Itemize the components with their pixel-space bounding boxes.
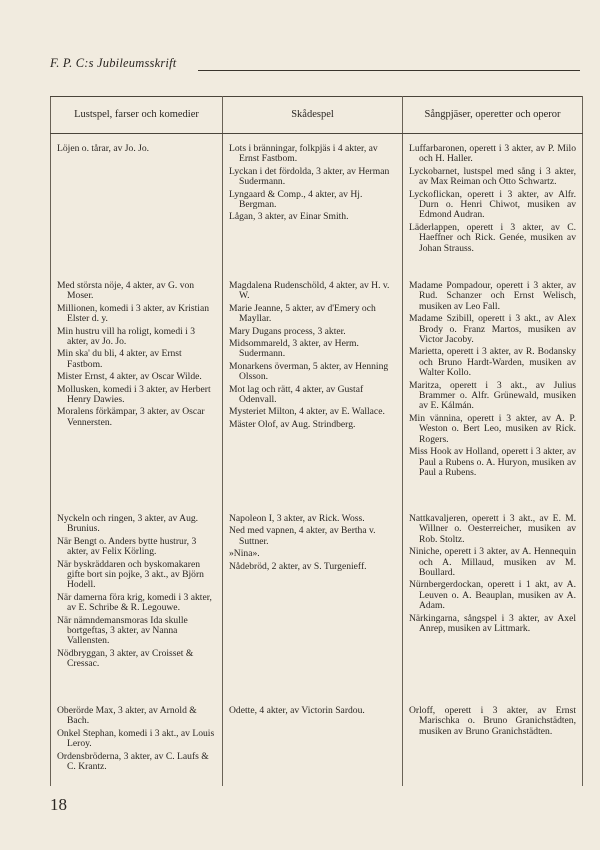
title-entry: Oberörde Max, 3 akter, av Arnold & Bach.	[57, 705, 197, 727]
title-entry: Ordensbröderna, 3 akter, av C. Laufs & C. Krantz.	[57, 750, 209, 773]
table-row	[51, 279, 583, 512]
title-entry: Nürnbergerdockan, operett i 1 akt, av A. Leuven o. A. Beauplan, musiken av A. Adam.	[409, 579, 576, 612]
title-entry: Madame Szibill, operett i 3 akt., av Alex Brody o. Franz Martos, musiken av Victor Jacoby.	[409, 313, 576, 346]
header-rule	[198, 70, 580, 71]
title-entry: Midsommareld, 3 akter, av Herm. Sudermann.	[229, 338, 359, 360]
table-cell-c1	[51, 279, 223, 512]
title-entry: Luffarbaronen, operett i 3 akter, av P. Milo och H. Haller.	[409, 143, 576, 165]
title-entry: När nämndemansmoras Ida skulle bortgeftas, 3 akter, av Nanna Vallensten.	[57, 614, 188, 647]
title-entry: Löjen o. tårar, av Jo. Jo.	[57, 143, 150, 154]
repertoire-table	[50, 96, 583, 786]
title-entry: Maritza, operett i 3 akt., av Julius Brammer o. Alfr. Grünewald, musiken av E. Kálmán.	[409, 379, 576, 412]
table-cell-c1	[51, 512, 223, 704]
title-entry: Odette, 4 akter, av Victorin Sardou.	[229, 705, 365, 716]
column-header-comedies: Lustspel, farser och komedier	[51, 97, 223, 134]
title-entry: Lågan, 3 akter, av Einar Smith.	[229, 211, 349, 223]
title-entry: Lyckoflickan, operett i 3 akter, av Alfr. Durn o. Henri Chiwot, musiken av Edmond Audran.	[409, 188, 576, 221]
title-entry: Ned med vapnen, 4 akter, av Bertha v. Suttner.	[229, 525, 376, 547]
title-entry: Orloff, operett i 3 akter, av Ernst Marischka o. Bruno Granichstädten, musiken av Bruno Granichstädten.	[409, 705, 576, 737]
title-entry: Magdalena Rudenschöld, 4 akter, av H. v. W.	[229, 280, 390, 302]
title-entry: Onkel Stephan, komedi i 3 akt., av Louis Leroy.	[57, 727, 215, 750]
title-entry: Närkingarna, sångspel i 3 akter, av Axel Anrep, musiken av Littmark.	[409, 612, 576, 635]
title-entry: Mäster Olof, av Aug. Strindberg.	[229, 418, 356, 430]
table-header-row	[51, 97, 583, 134]
title-entry: Lyngaard & Comp., 4 akter, av Hj. Bergman.	[229, 188, 363, 211]
title-entry: Mister Ernst, 4 akter, av Oscar Wilde.	[57, 371, 202, 383]
title-entry: Lyckan i det fördolda, 3 akter, av Herman Sudermann.	[229, 165, 390, 188]
title-entry: När Bengt o. Anders bytte hustrur, 3 akter, av Felix Körling.	[57, 535, 197, 558]
title-entry: »Nina».	[229, 548, 260, 560]
title-entry: Nådebröd, 2 akter, av S. Turgenieff.	[229, 560, 367, 572]
title-entry: Mary Dugans process, 3 akter.	[229, 325, 346, 337]
title-entry: Min hustru vill ha roligt, komedi i 3 akter, av Jo. Jo.	[57, 325, 196, 348]
title-entry: Nattkavaljeren, operett i 3 akt., av E. M. Willner o. Oesterreicher, musiken av Rob. Stoltz.	[409, 513, 576, 545]
title-entry: Niniche, operett i 3 akter, av A. Hennequin och A. Millaud, musiken av M. Boullard.	[409, 546, 576, 579]
title-entry: Min ska' du bli, 4 akter, av Ernst Fastbom.	[57, 348, 182, 370]
running-header	[50, 56, 580, 76]
column-header-operettas: Sångpjäser, operetter och operor	[403, 97, 583, 134]
title-entry: Millionen, komedi i 3 akter, av Kristian Elster d. y.	[57, 302, 210, 325]
table-cell-c2	[223, 279, 403, 512]
title-entry: Nyckeln och ringen, 3 akter, av Aug. Brunius.	[57, 513, 199, 535]
column-header-dramas: Skådespel	[223, 97, 403, 134]
title-entry: Min vännina, operett i 3 akter, av A. P. Weston o. Bert Leo, musiken av Rick. Rogers.	[409, 412, 576, 445]
table-cell-c3	[403, 134, 583, 280]
title-entry: Nödbryggan, 3 akter, av Croisset & Cressac.	[57, 647, 194, 670]
title-entry: Med största nöje, 4 akter, av G. von Moser.	[57, 280, 195, 302]
title-entry: Läderlappen, operett i 3 akter, av C. Haeffner och Rick. Genée, musiken av Johan Strauss.	[409, 221, 576, 254]
table-cell-c3	[403, 512, 583, 704]
page-number: 18	[50, 795, 67, 814]
table-row	[51, 134, 583, 280]
title-entry: Monarkens överman, 5 akter, av Henning Olsson.	[229, 360, 389, 383]
title-entry: Mot lag och rätt, 4 akter, av Gustaf Odenvall.	[229, 383, 364, 406]
table-cell-c2	[223, 512, 403, 704]
title-entry: Marie Jeanne, 5 akter, av d'Emery och Mayllar.	[229, 302, 376, 325]
table-cell-c3	[403, 279, 583, 512]
header-title: F. P. C:s Jubileumsskrift	[50, 56, 177, 70]
title-entry: Mollusken, komedi i 3 akter, av Herbert Henry Dawies.	[57, 383, 211, 406]
table-cell-c1	[51, 704, 223, 786]
title-entry: När byskräddaren och byskomakaren gifte bort sin pojke, 3 akt., av Björn Hodell.	[57, 558, 204, 591]
title-entry: Marietta, operett i 3 akter, av R. Bodansky och Bruno Hardt-Warden, musiken av Walter Kollo.	[409, 346, 576, 379]
table-cell-c2	[223, 704, 403, 786]
table-cell-c3	[403, 704, 583, 786]
title-entry: Moralens förkämpar, 3 akter, av Oscar Vennersten.	[57, 406, 205, 428]
table-cell-c1	[51, 134, 223, 280]
title-entry: Napoleon I, 3 akter, av Rick. Woss.	[229, 513, 365, 524]
title-entry: Madame Pompadour, operett i 3 akter, av Rud. Schanzer och Ernst Welisch, musiken av Leo Fall.	[409, 280, 576, 312]
title-entry: Mysteriet Milton, 4 akter, av E. Wallace.	[229, 406, 385, 418]
title-entry: Lots i bränningar, folkpjäs i 4 akter, av Ernst Fastbom.	[229, 143, 378, 165]
title-entry: Lyckobarnet, lustspel med sång i 3 akter, av Max Reiman och Otto Schwartz.	[409, 165, 576, 188]
table-cell-c2	[223, 134, 403, 280]
title-entry: När damerna föra krig, komedi i 3 akter, av E. Schribe & R. Legouwe.	[57, 591, 212, 614]
table-row	[51, 512, 583, 704]
table-row	[51, 704, 583, 786]
title-entry: Miss Hook av Holland, operett i 3 akter, av Paul a Rubens o. A. Huryon, musiken av Paul a Rubens.	[409, 446, 576, 478]
